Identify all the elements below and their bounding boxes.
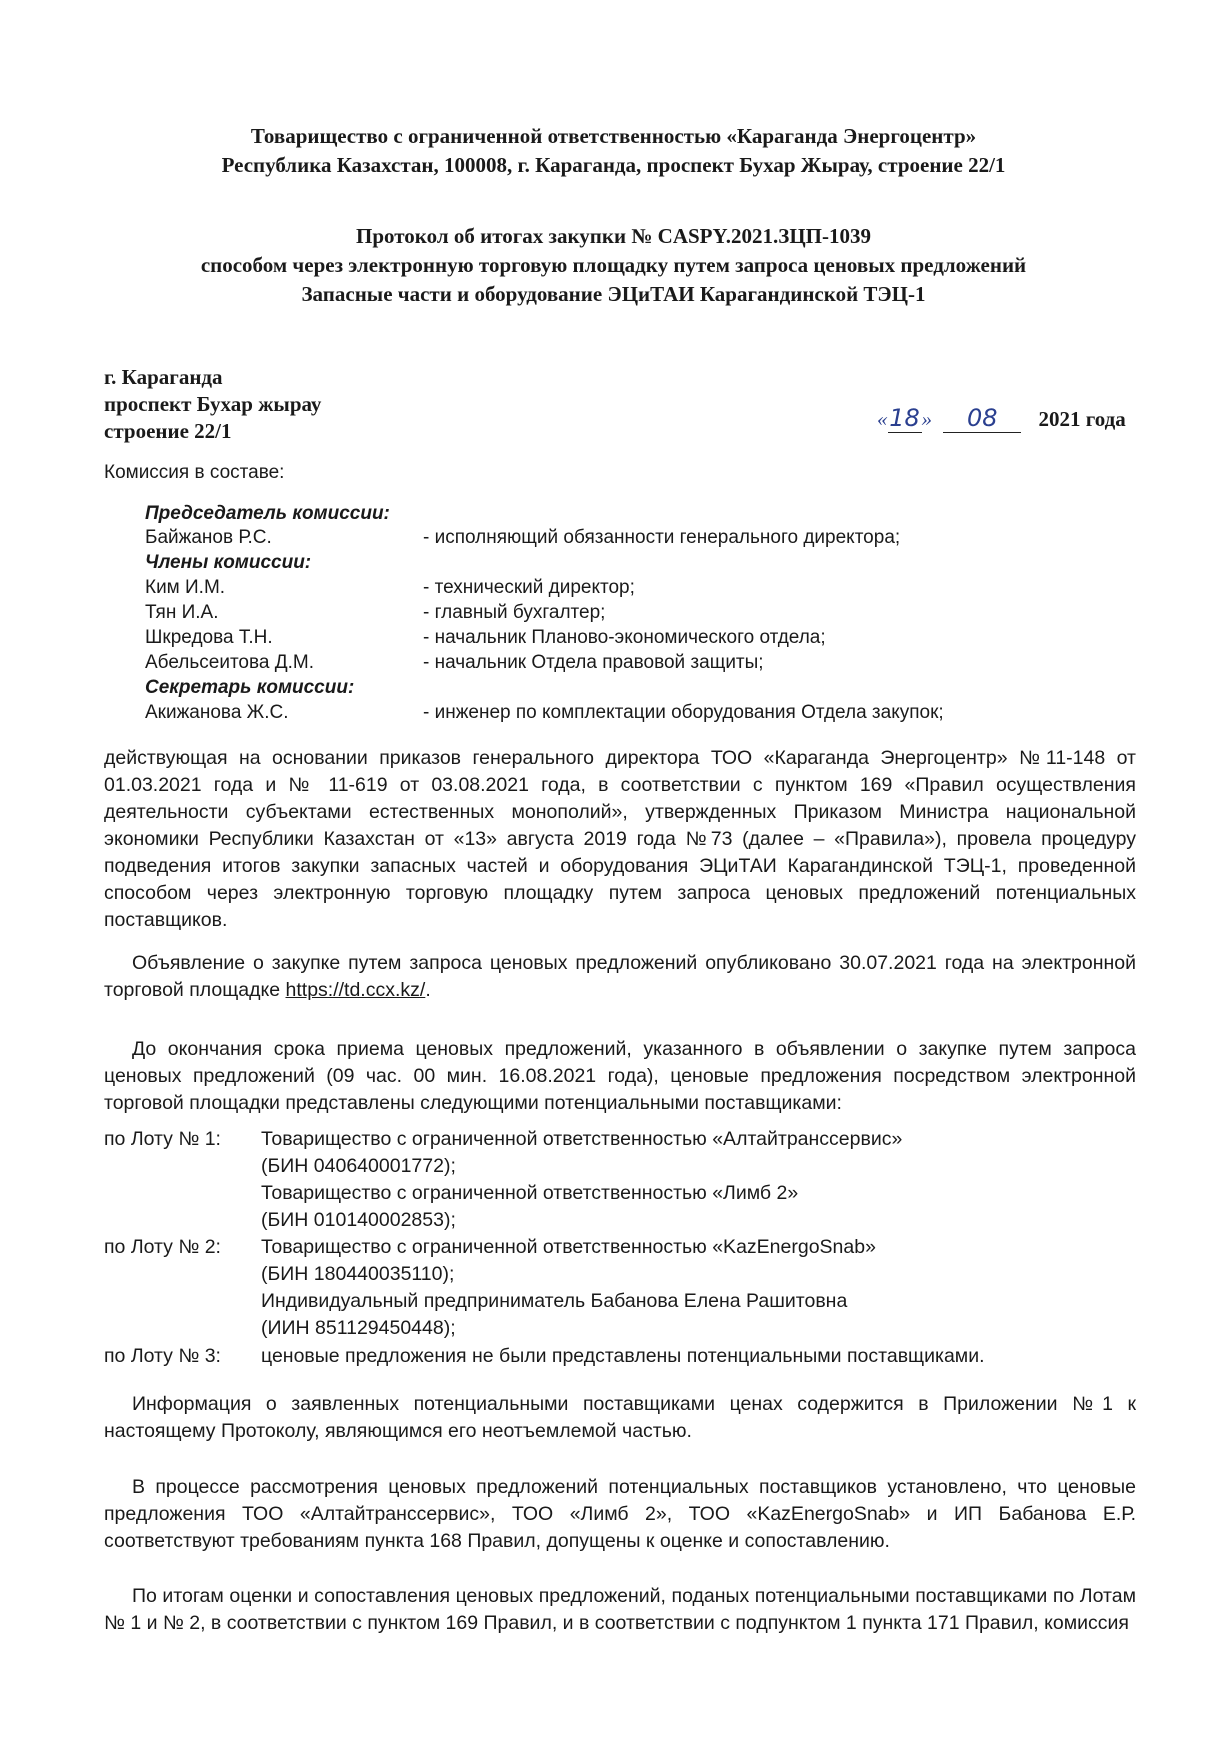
lot-supplier-line: Товарищество с ограниченной ответственностью «Алтайтранссервис» [261,1128,903,1150]
paragraph-review [104,1474,1136,1555]
trading-platform-link[interactable]: https://td.ccx.kz/ [285,979,426,1001]
paragraph-deadline [104,1036,1136,1117]
date-year: 2021 года [1038,407,1126,431]
member-role: - главный бухгалтер; [423,602,606,623]
member-role: - начальник Отдела правовой защиты; [423,652,764,673]
secretary-heading: Секретарь комиссии: [145,677,355,698]
member-name: Байжанов Р.С. [145,527,272,548]
member-role: - технический директор; [423,577,635,598]
protocol-title-line-3: Запасные части и оборудование ЭЦиТАИ Карагандинской ТЭЦ-1 [301,282,926,306]
date-month-handwritten: 08 [966,404,998,432]
place-city: г. Караганда [104,365,223,389]
lot-label: по Лоту № 1: [104,1128,221,1150]
paragraph-deadline-text: До окончания срока приема ценовых предложений, указанного в объявлении о закупке путем запроса ценовых предложений (09 час. 00 мин. 16.08.2021 года), ценовые предложения посредством электронной торговой площадки представлены следующими потенциальными поставщиками: [104,1038,1136,1114]
date-open-quote: « [877,407,888,431]
member-name: Тян И.А. [145,602,219,623]
member-name: Абельсеитова Д.М. [145,652,314,673]
place-street: проспект Бухар жырау [104,392,322,416]
member-name: Ким И.М. [145,577,226,598]
paragraph-results-text: По итогам оценки и сопоставления ценовых предложений, поданых потенциальными поставщиками по Лотам № 1 и № 2, в соответствии с пунктом 169 Правил, и в соответствии с подпунктом 1 пункта 171 Правил, комиссия [104,1585,1136,1634]
lot-label: по Лоту № 2: [104,1236,221,1258]
paragraph-basis [104,745,1136,934]
protocol-title-line-1: Протокол об итогах закупки № CASPY.2021.ЗЦП-1039 [356,224,871,248]
lot-supplier-line: (БИН 180440035110); [261,1263,455,1285]
protocol-date [877,404,1126,433]
announcement-end: . [425,979,431,1001]
paragraph-results [104,1583,1136,1637]
chairman-heading: Председатель комиссии: [145,503,390,524]
lot-supplier-line: (БИН 010140002853); [261,1209,456,1231]
member-role: - инженер по комплектации оборудования Отдела закупок; [423,702,944,723]
paragraph-announcement [104,950,1136,1004]
date-day-handwritten: 18 [889,404,920,432]
paragraph-basis-text: действующая на основании приказов генерального директора ТОО «Караганда Энергоцентр» №11-148 от 01.03.2021 года и № 11-619 от 03.08.2021 года, в соответствии с пунктом 169 «Правил осуществления деятельности субъектами естественных монополий», утвержденных Приказом Министра национальной экономики Республики Казахстан от «13» августа 2019 года №73 (далее – «Правила»), провела процедуру подведения итогов закупки запасных частей и оборудования ЭЦиТАИ Карагандинской ТЭЦ-1, проведенной способом через электронную торговую площадку путем запроса ценовых предложений потенциальных поставщиков. [104,747,1136,931]
member-name: Шкредова Т.Н. [145,627,273,648]
lot-supplier-line: (БИН 040640001772); [261,1155,456,1177]
protocol-title-line-2: способом через электронную торговую площадку путем запроса ценовых предложений [200,253,1027,277]
organization-header [0,122,1227,180]
member-name: Акижанова Ж.С. [145,702,289,723]
protocol-title [0,222,1227,309]
place-building: строение 22/1 [104,419,232,443]
date-day-field [888,404,922,433]
organization-address: Республика Казахстан, 100008, г. Караганда, проспект Бухар Жырау, строение 22/1 [221,153,1006,177]
announcement-text: Объявление о закупке путем запроса ценовых предложений опубликовано 30.07.2021 года на электронной торговой площадке [104,952,1136,1001]
lot-supplier-line: Товарищество с ограниченной ответственностью «KazEnergoSnab» [261,1236,876,1258]
lot-supplier-line: (ИИН 851129450448); [261,1317,456,1339]
lot-supplier-line: Индивидуальный предприниматель Бабанова Елена Рашитовна [261,1290,848,1312]
date-month-field [943,404,1021,433]
lot-supplier-line: ценовые предложения не были представлены потенциальными поставщиками. [261,1345,985,1367]
place-block [104,364,321,445]
paragraph-announcement-text [104,950,1136,1004]
member-role: - исполняющий обязанности генерального директора; [423,527,901,548]
member-role: - начальник Планово-экономического отдела; [423,627,826,648]
organization-name: Товарищество с ограниченной ответственностью «Караганда Энергоцентр» [250,124,977,148]
date-close-quote: » [921,407,932,431]
members-heading: Члены комиссии: [145,552,312,573]
paragraph-prices-info-text: Информация о заявленных потенциальными поставщиками ценах содержится в Приложении №1 к настоящему Протоколу, являющимся его неотъемлемой частью. [104,1393,1136,1442]
lot-label: по Лоту № 3: [104,1345,221,1367]
commission-intro: Комиссия в составе: [104,462,285,483]
paragraph-review-text: В процессе рассмотрения ценовых предложений потенциальных поставщиков установлено, что ценовые предложения ТОО «Алтайтранссервис», ТОО «Лимб 2», ТОО «KazEnergoSnab» и ИП Бабанова Е.Р. соответствуют требованиям пункта 168 Правил, допущены к оценке и сопоставлению. [104,1476,1136,1552]
paragraph-prices-info [104,1391,1136,1445]
lot-supplier-line: Товарищество с ограниченной ответственностью «Лимб 2» [261,1182,799,1204]
